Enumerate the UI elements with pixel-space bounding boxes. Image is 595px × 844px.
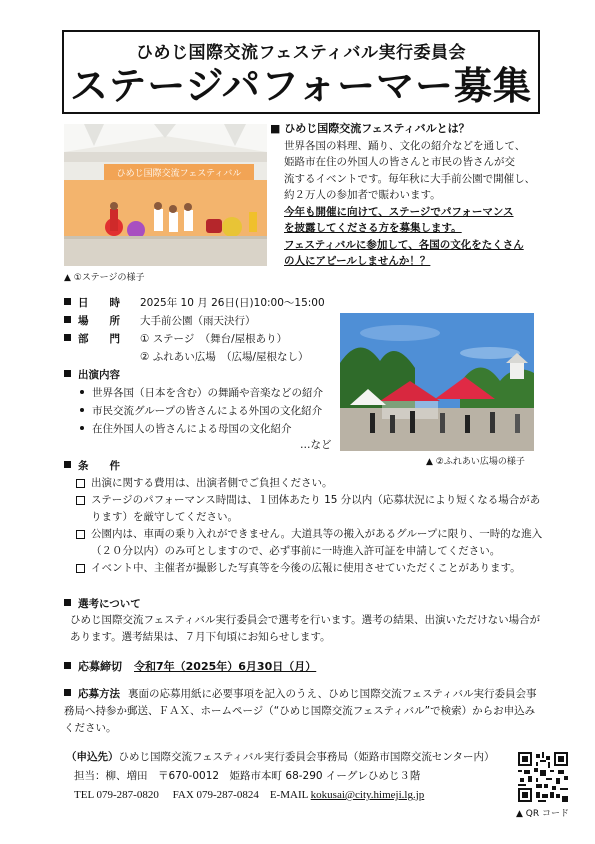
- section-label: 部 門: [78, 333, 120, 345]
- condition-item: ステージのパフォーマンス時間は、１団体あたり 15 分以内（応募状況により短くなる場合があります）を厳守してください。: [70, 492, 550, 526]
- plaza-photo-caption: ▲ ②ふれあい広場の様子: [426, 457, 525, 467]
- condition-item: イベント中、主催者が撮影した写真等を今後の広報に使用させていただくことがあります。: [70, 560, 550, 577]
- intro-emphasis: 今年も開催に向けて、ステージでパフォーマンス: [284, 205, 514, 218]
- place-value: 大手前公園（雨天決行）: [140, 315, 256, 327]
- selection-heading-row: [64, 596, 141, 613]
- contact-org: ひめじ国際交流フェスティバル実行委員会事務局（姫路市国際交流センター内）: [118, 751, 495, 763]
- section-row: [64, 331, 287, 348]
- stage-photo: [64, 124, 267, 266]
- intro-emphasis: の人にアピールしませんか！？: [284, 255, 431, 267]
- checkbox-icon: [76, 496, 85, 505]
- deadline-value: 令和7年（2025年）6月30日（月）: [134, 660, 317, 673]
- bullet-dot-icon: [80, 408, 84, 412]
- intro-line: 約２万人の参加者で賑わいます。: [284, 189, 441, 201]
- contact-line-2: 担当：柳、増田 〒670-0012 姫路市本町 68-290 イーグレひめじ３階: [74, 770, 421, 782]
- bullet-square-icon: [64, 370, 71, 377]
- conditions-heading: 条 件: [78, 460, 120, 472]
- content-heading: 出演内容: [78, 369, 120, 381]
- contact-email-link[interactable]: kokusai@city.himeji.lg.jp: [310, 789, 425, 801]
- content-item: 世界各国（日本を含む）の舞踊や音楽などの紹介: [80, 385, 323, 402]
- bullet-dot-icon: [80, 390, 84, 394]
- place-label: 場 所: [78, 315, 120, 327]
- stage-banner: ひめじ国際交流フェスティバル: [116, 169, 242, 179]
- checkbox-icon: [76, 564, 85, 573]
- checkbox-icon: [76, 530, 85, 539]
- bullet-square-icon: [64, 689, 71, 696]
- bullet-dot-icon: [80, 426, 84, 430]
- contact-tel-fax: TEL 079-287-0820 FAX 079-287-0824 E-MAIL: [74, 789, 308, 801]
- deadline-row: [64, 658, 316, 675]
- intro-line: 流するイベントです。毎年秋に大手前公園で開催し、: [284, 172, 536, 185]
- intro-emphasis: を披露してくださる方を募集します。: [284, 222, 462, 234]
- date-row: [64, 295, 325, 312]
- bullet-square-icon: [64, 334, 71, 341]
- condition-item: 出演に関する費用は、出演者側でご負担ください。: [70, 475, 550, 492]
- title-box: [62, 30, 540, 114]
- conditions-heading-row: [64, 458, 120, 475]
- checkbox-icon: [76, 479, 85, 488]
- bullet-square-icon: [64, 599, 71, 606]
- content-item: 市民交流グループの皆さんによる外国の文化紹介: [80, 403, 322, 420]
- bullet-square-icon: [64, 298, 71, 305]
- qr-caption: ▲ QR コード: [516, 809, 569, 819]
- stage-photo-caption: ▲ ①ステージの様子: [64, 273, 145, 283]
- section-2: ② ふれあい広場 （広場/屋根なし）: [140, 351, 309, 363]
- content-etc: …など: [300, 439, 332, 451]
- selection-text: ひめじ国際交流フェスティバル実行委員会で選考を行います。選考の結果、出演いただけない場合があります。選考結果は、７月下旬頃にお知らせします。: [70, 614, 541, 643]
- date-value: 2025年 10 月 26日(日)10:00～15:00: [140, 297, 325, 309]
- intro-section: [270, 121, 570, 270]
- method-block: [64, 686, 544, 737]
- bullet-square-icon: [64, 461, 71, 468]
- contact-line-3: [74, 786, 424, 805]
- bullet-square-icon: [64, 662, 71, 669]
- contact-label: （申込先）: [66, 751, 119, 763]
- intro-emphasis: フェスティバルに参加して、各国の文化をたくさん: [284, 238, 524, 251]
- intro-heading: ■ ひめじ国際交流フェスティバルとは？: [270, 122, 470, 135]
- intro-line: 姫路市在住の外国人の皆さんと市民の皆さんが交: [284, 156, 515, 168]
- section-1: ① ステージ （舞台/屋根あり）: [140, 333, 288, 345]
- bullet-square-icon: [64, 316, 71, 323]
- organizer-name: ひめじ国際交流フェスティバル実行委員会: [136, 43, 466, 63]
- qr-code-icon[interactable]: [518, 752, 568, 802]
- method-text: 裏面の応募用紙に必要事項を記入のうえ、ひめじ国際交流フェスティバル実行委員会事務局へ持参か郵送、ＦＡＸ、ホームページ（“ひめじ国際交流フェスティバル”で検索）からお申込みください。: [64, 688, 537, 734]
- method-label: 応募方法: [78, 688, 120, 700]
- contact-line-1: [66, 748, 495, 767]
- content-item: 在住外国人の皆さんによる母国の文化紹介: [80, 421, 292, 438]
- place-row: [64, 313, 256, 330]
- selection-heading: 選考について: [78, 598, 141, 610]
- intro-line: 世界各国の料理、踊り、文化の紹介などを通して、: [284, 139, 526, 152]
- page-title: ステージパフォーマー募集: [70, 64, 532, 108]
- deadline-label: 応募締切: [78, 660, 122, 673]
- conditions-list: [70, 475, 550, 577]
- date-label: 日 時: [78, 297, 120, 309]
- condition-item: 公園内は、車両の乗り入れができません。大道具等の搬入があるグループに限り、一時的な進入（２０分以内）のみ可としますので、必ず事前に一時進入許可証を申請してください。: [70, 526, 550, 560]
- content-heading-row: [64, 367, 120, 384]
- plaza-photo: [340, 313, 534, 451]
